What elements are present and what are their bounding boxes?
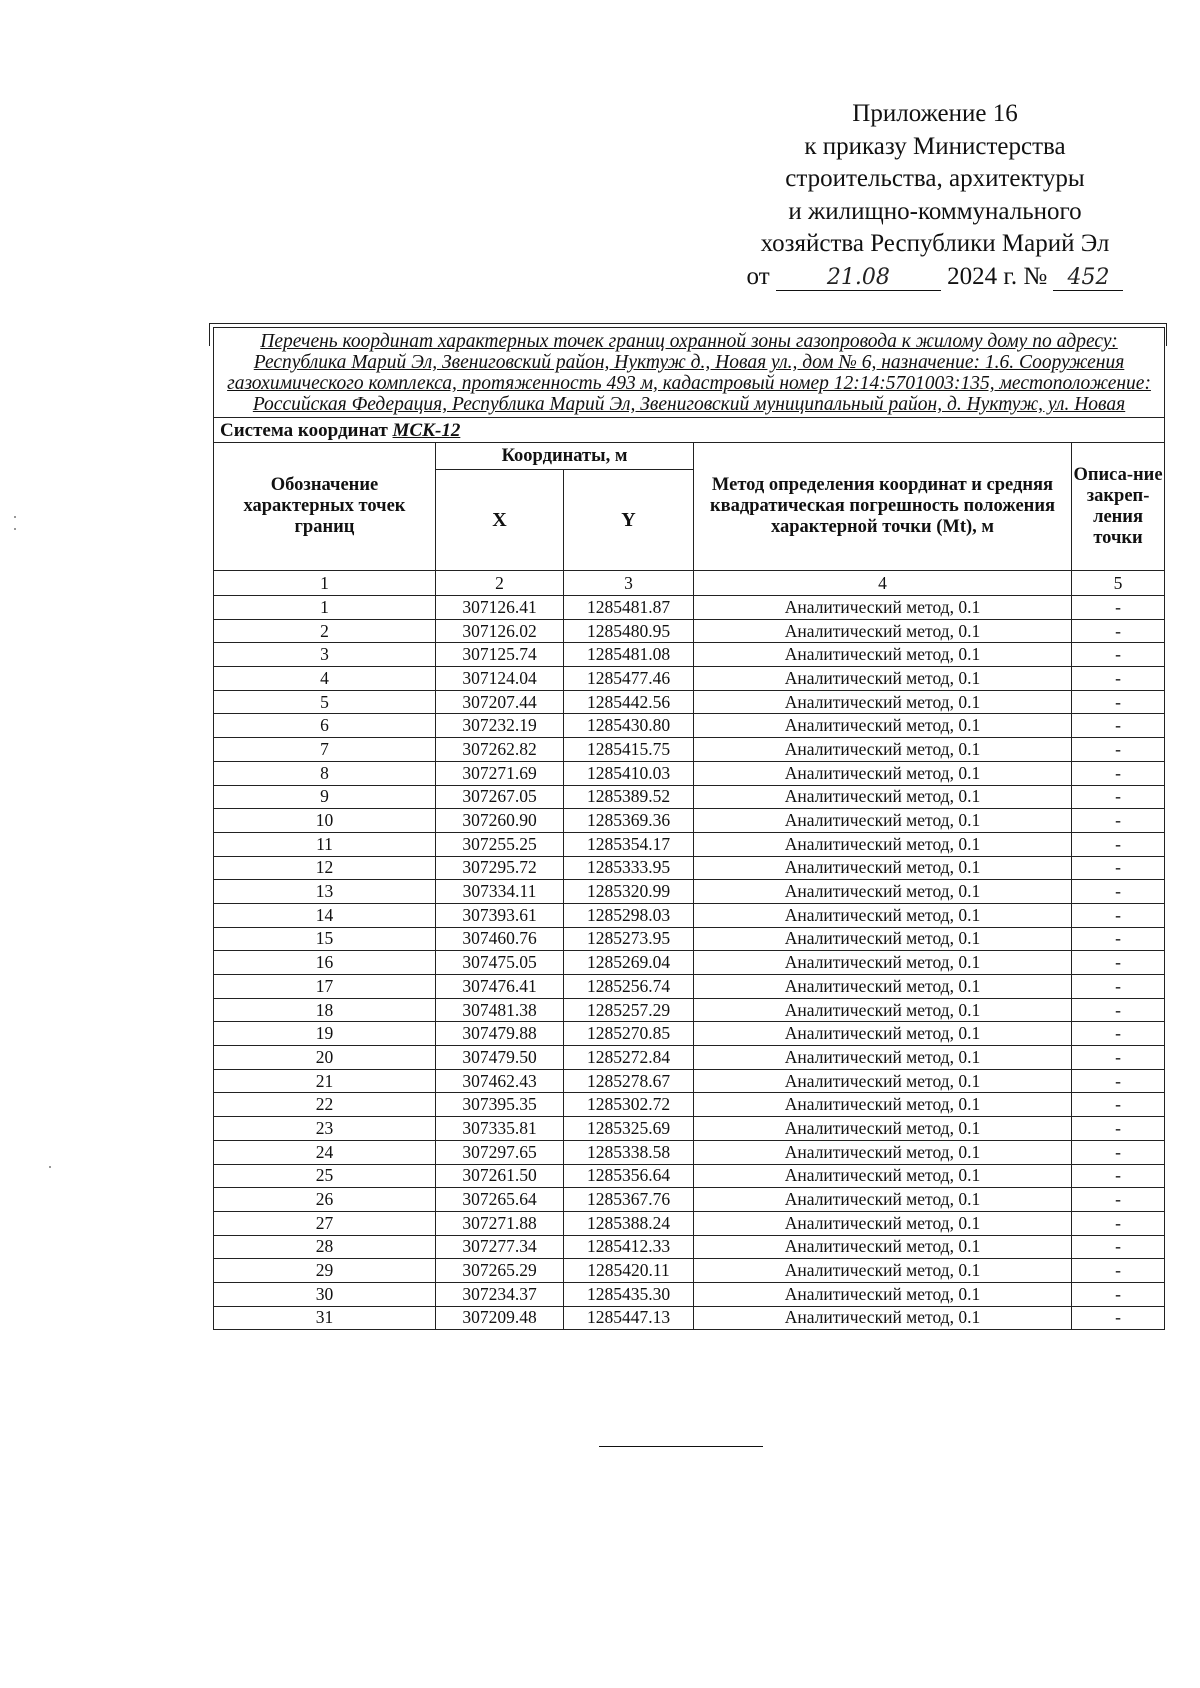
x-coordinate-cell: 307262.82 [436,738,564,762]
y-coordinate-cell: 1285302.72 [564,1093,694,1117]
y-coordinate-cell: 1285269.04 [564,951,694,975]
column-number: 4 [694,571,1072,596]
point-id-cell: 7 [214,738,436,762]
y-coordinate-cell: 1285480.95 [564,619,694,643]
y-coordinate-cell: 1285481.08 [564,643,694,667]
method-cell: Аналитический метод, 0.1 [694,785,1072,809]
x-coordinate-cell: 307460.76 [436,927,564,951]
y-coordinate-cell: 1285477.46 [564,667,694,691]
column-number: 1 [214,571,436,596]
y-coordinate-cell: 1285388.24 [564,1211,694,1235]
description-cell: - [1072,1140,1165,1164]
x-coordinate-cell: 307297.65 [436,1140,564,1164]
description-cell: - [1072,619,1165,643]
point-id-cell: 10 [214,809,436,833]
y-coordinate-cell: 1285430.80 [564,714,694,738]
x-coordinate-cell: 307395.35 [436,1093,564,1117]
appendix-title: Приложение 16 [852,100,1018,127]
description-cell: - [1072,927,1165,951]
coordinate-system [214,418,1165,443]
method-cell: Аналитический метод, 0.1 [694,1282,1072,1306]
caption-row [214,328,1165,418]
crs-row [214,418,1165,443]
coordinates-table [213,327,1165,1330]
scan-artifact [49,1166,51,1168]
table-row [214,1259,1165,1283]
x-coordinate-cell: 307271.88 [436,1211,564,1235]
table-row [214,619,1165,643]
point-id-cell: 25 [214,1164,436,1188]
x-coordinate-cell: 307295.72 [436,856,564,880]
point-id-cell: 26 [214,1188,436,1212]
point-id-cell: 31 [214,1306,436,1330]
scan-artifact [14,516,16,518]
y-coordinate-cell: 1285298.03 [564,903,694,927]
method-cell: Аналитический метод, 0.1 [694,1046,1072,1070]
x-coordinate-cell: 307335.81 [436,1117,564,1141]
point-id-cell: 5 [214,690,436,714]
point-id-cell: 6 [214,714,436,738]
y-coordinate-cell: 1285273.95 [564,927,694,951]
y-coordinate-cell: 1285442.56 [564,690,694,714]
method-cell: Аналитический метод, 0.1 [694,619,1072,643]
x-coordinate-cell: 307207.44 [436,690,564,714]
scan-artifact [14,528,16,530]
appendix-year: 2024 г. № [947,262,1048,290]
table-row [214,1093,1165,1117]
column-number-row [214,571,1165,596]
table-row [214,785,1165,809]
table-row [214,809,1165,833]
table-row [214,975,1165,999]
y-coordinate-cell: 1285367.76 [564,1188,694,1212]
x-coordinate-cell: 307234.37 [436,1282,564,1306]
x-coordinate-cell: 307126.41 [436,596,564,620]
description-cell: - [1072,643,1165,667]
x-coordinate-cell: 307334.11 [436,880,564,904]
appendix-date-line [700,261,1170,294]
point-id-cell: 16 [214,951,436,975]
method-cell: Аналитический метод, 0.1 [694,738,1072,762]
method-cell: Аналитический метод, 0.1 [694,1140,1072,1164]
description-cell: - [1072,1282,1165,1306]
method-cell: Аналитический метод, 0.1 [694,667,1072,691]
point-id-cell: 20 [214,1046,436,1070]
y-coordinate-cell: 1285412.33 [564,1235,694,1259]
appendix-line-republic: хозяйства Республики Марий Эл [760,230,1110,257]
point-id-cell: 15 [214,927,436,951]
coordinate-system-value: МСК-12 [392,419,461,441]
header-method: Метод определения координат и средняя квадратическая погрешность положения характерной точки (Mt), м [694,443,1072,571]
column-number: 5 [1072,571,1165,596]
table-row [214,761,1165,785]
description-cell: - [1072,832,1165,856]
point-id-cell: 19 [214,1022,436,1046]
table-row [214,1140,1165,1164]
table-row [214,1117,1165,1141]
x-coordinate-cell: 307209.48 [436,1306,564,1330]
point-id-cell: 17 [214,975,436,999]
y-coordinate-cell: 1285270.85 [564,1022,694,1046]
point-id-cell: 1 [214,596,436,620]
appendix-line-order: к приказу Министерства [804,132,1066,160]
x-coordinate-cell: 307476.41 [436,975,564,999]
point-id-cell: 8 [214,761,436,785]
y-coordinate-cell: 1285333.95 [564,856,694,880]
x-coordinate-cell: 307475.05 [436,951,564,975]
table-caption: Перечень координат характерных точек границ охранной зоны газопровода к жилому дому по адресу: Республика Марий Эл, Звениговский район, Нуктуж д., Новая ул., дом № 6, назначение: 1.6. Сооружения газохимического комплекса, протяженность 493 м, кадастровый номер 12:14:5701003:135, местоположение: Российская Федерация, Республика Марий Эл, Звениговский муниципальный район, д. Нуктуж, ул. Новая [214,328,1165,418]
point-id-cell: 29 [214,1259,436,1283]
y-coordinate-cell: 1285369.36 [564,809,694,833]
table-row [214,1046,1165,1070]
x-coordinate-cell: 307462.43 [436,1069,564,1093]
method-cell: Аналитический метод, 0.1 [694,761,1072,785]
column-number: 3 [564,571,694,596]
point-id-cell: 14 [214,903,436,927]
method-cell: Аналитический метод, 0.1 [694,1235,1072,1259]
method-cell: Аналитический метод, 0.1 [694,975,1072,999]
table-row [214,1164,1165,1188]
coordinate-system-label: Система координат [220,419,388,441]
method-cell: Аналитический метод, 0.1 [694,1093,1072,1117]
y-coordinate-cell: 1285257.29 [564,998,694,1022]
method-cell: Аналитический метод, 0.1 [694,1188,1072,1212]
y-coordinate-cell: 1285256.74 [564,975,694,999]
y-coordinate-cell: 1285435.30 [564,1282,694,1306]
description-cell: - [1072,1259,1165,1283]
x-coordinate-cell: 307271.69 [436,761,564,785]
description-cell: - [1072,667,1165,691]
method-cell: Аналитический метод, 0.1 [694,1306,1072,1330]
point-id-cell: 27 [214,1211,436,1235]
description-cell: - [1072,809,1165,833]
table-row [214,927,1165,951]
y-coordinate-cell: 1285278.67 [564,1069,694,1093]
point-id-cell: 2 [214,619,436,643]
method-cell: Аналитический метод, 0.1 [694,1211,1072,1235]
description-cell: - [1072,1235,1165,1259]
appendix-date-prefix: от [746,262,770,290]
y-coordinate-cell: 1285415.75 [564,738,694,762]
appendix-line-housing: и жилищно-коммунального [788,197,1082,225]
x-coordinate-cell: 307265.29 [436,1259,564,1283]
x-coordinate-cell: 307267.05 [436,785,564,809]
description-cell: - [1072,1164,1165,1188]
y-coordinate-cell: 1285410.03 [564,761,694,785]
table-row [214,738,1165,762]
method-cell: Аналитический метод, 0.1 [694,856,1072,880]
point-id-cell: 3 [214,643,436,667]
description-cell: - [1072,856,1165,880]
method-cell: Аналитический метод, 0.1 [694,927,1072,951]
x-coordinate-cell: 307124.04 [436,667,564,691]
table-row [214,714,1165,738]
table-row [214,596,1165,620]
method-cell: Аналитический метод, 0.1 [694,714,1072,738]
appendix-line-ministry: строительства, архитектуры [785,165,1085,192]
description-cell: - [1072,951,1165,975]
x-coordinate-cell: 307260.90 [436,809,564,833]
table-row [214,690,1165,714]
y-coordinate-cell: 1285447.13 [564,1306,694,1330]
y-coordinate-cell: 1285354.17 [564,832,694,856]
point-id-cell: 4 [214,667,436,691]
point-id-cell: 12 [214,856,436,880]
x-coordinate-cell: 307261.50 [436,1164,564,1188]
description-cell: - [1072,975,1165,999]
table-row [214,667,1165,691]
method-cell: Аналитический метод, 0.1 [694,596,1072,620]
header-description: Описа-ние закреп-ления точки [1072,443,1165,571]
point-id-cell: 18 [214,998,436,1022]
description-cell: - [1072,1306,1165,1330]
method-cell: Аналитический метод, 0.1 [694,832,1072,856]
table-row [214,1188,1165,1212]
method-cell: Аналитический метод, 0.1 [694,690,1072,714]
x-coordinate-cell: 307479.88 [436,1022,564,1046]
y-coordinate-cell: 1285272.84 [564,1046,694,1070]
table-row [214,951,1165,975]
description-cell: - [1072,998,1165,1022]
x-coordinate-cell: 307277.34 [436,1235,564,1259]
description-cell: - [1072,1117,1165,1141]
description-cell: - [1072,690,1165,714]
point-id-cell: 9 [214,785,436,809]
method-cell: Аналитический метод, 0.1 [694,1022,1072,1046]
header-x: X [436,470,564,571]
description-cell: - [1072,1022,1165,1046]
y-coordinate-cell: 1285338.58 [564,1140,694,1164]
table-row [214,832,1165,856]
description-cell: - [1072,738,1165,762]
method-cell: Аналитический метод, 0.1 [694,1117,1072,1141]
method-cell: Аналитический метод, 0.1 [694,880,1072,904]
y-coordinate-cell: 1285356.64 [564,1164,694,1188]
table-row [214,1211,1165,1235]
method-cell: Аналитический метод, 0.1 [694,1259,1072,1283]
table-row [214,643,1165,667]
method-cell: Аналитический метод, 0.1 [694,1069,1072,1093]
x-coordinate-cell: 307232.19 [436,714,564,738]
method-cell: Аналитический метод, 0.1 [694,643,1072,667]
description-cell: - [1072,880,1165,904]
method-cell: Аналитический метод, 0.1 [694,809,1072,833]
method-cell: Аналитический метод, 0.1 [694,903,1072,927]
x-coordinate-cell: 307125.74 [436,643,564,667]
description-cell: - [1072,1211,1165,1235]
x-coordinate-cell: 307255.25 [436,832,564,856]
point-id-cell: 22 [214,1093,436,1117]
description-cell: - [1072,761,1165,785]
point-id-cell: 30 [214,1282,436,1306]
header-coordinates: Координаты, м [436,443,694,470]
point-id-cell: 11 [214,832,436,856]
method-cell: Аналитический метод, 0.1 [694,998,1072,1022]
table-row [214,1069,1165,1093]
method-cell: Аналитический метод, 0.1 [694,951,1072,975]
table-row [214,1235,1165,1259]
x-coordinate-cell: 307481.38 [436,998,564,1022]
description-cell: - [1072,714,1165,738]
table-row [214,1282,1165,1306]
header-point: Обозначение характерных точек границ [214,443,436,571]
point-id-cell: 21 [214,1069,436,1093]
table-row [214,1306,1165,1330]
description-cell: - [1072,1188,1165,1212]
method-cell: Аналитический метод, 0.1 [694,1164,1072,1188]
table-row [214,1022,1165,1046]
column-number: 2 [436,571,564,596]
x-coordinate-cell: 307479.50 [436,1046,564,1070]
header-row-1 [214,443,1165,470]
header-y: Y [564,470,694,571]
description-cell: - [1072,903,1165,927]
y-coordinate-cell: 1285481.87 [564,596,694,620]
appendix-block [700,98,1170,293]
signature-line [599,1446,763,1447]
description-cell: - [1072,1046,1165,1070]
x-coordinate-cell: 307265.64 [436,1188,564,1212]
x-coordinate-cell: 307126.02 [436,619,564,643]
point-id-cell: 13 [214,880,436,904]
y-coordinate-cell: 1285420.11 [564,1259,694,1283]
description-cell: - [1072,785,1165,809]
description-cell: - [1072,1093,1165,1117]
description-cell: - [1072,596,1165,620]
y-coordinate-cell: 1285389.52 [564,785,694,809]
y-coordinate-cell: 1285320.99 [564,880,694,904]
table-row [214,998,1165,1022]
appendix-number: 452 [1053,266,1123,291]
x-coordinate-cell: 307393.61 [436,903,564,927]
appendix-date: 21.08 [776,266,941,291]
table-row [214,880,1165,904]
point-id-cell: 24 [214,1140,436,1164]
y-coordinate-cell: 1285325.69 [564,1117,694,1141]
table-row [214,856,1165,880]
point-id-cell: 23 [214,1117,436,1141]
point-id-cell: 28 [214,1235,436,1259]
table-row [214,903,1165,927]
description-cell: - [1072,1069,1165,1093]
